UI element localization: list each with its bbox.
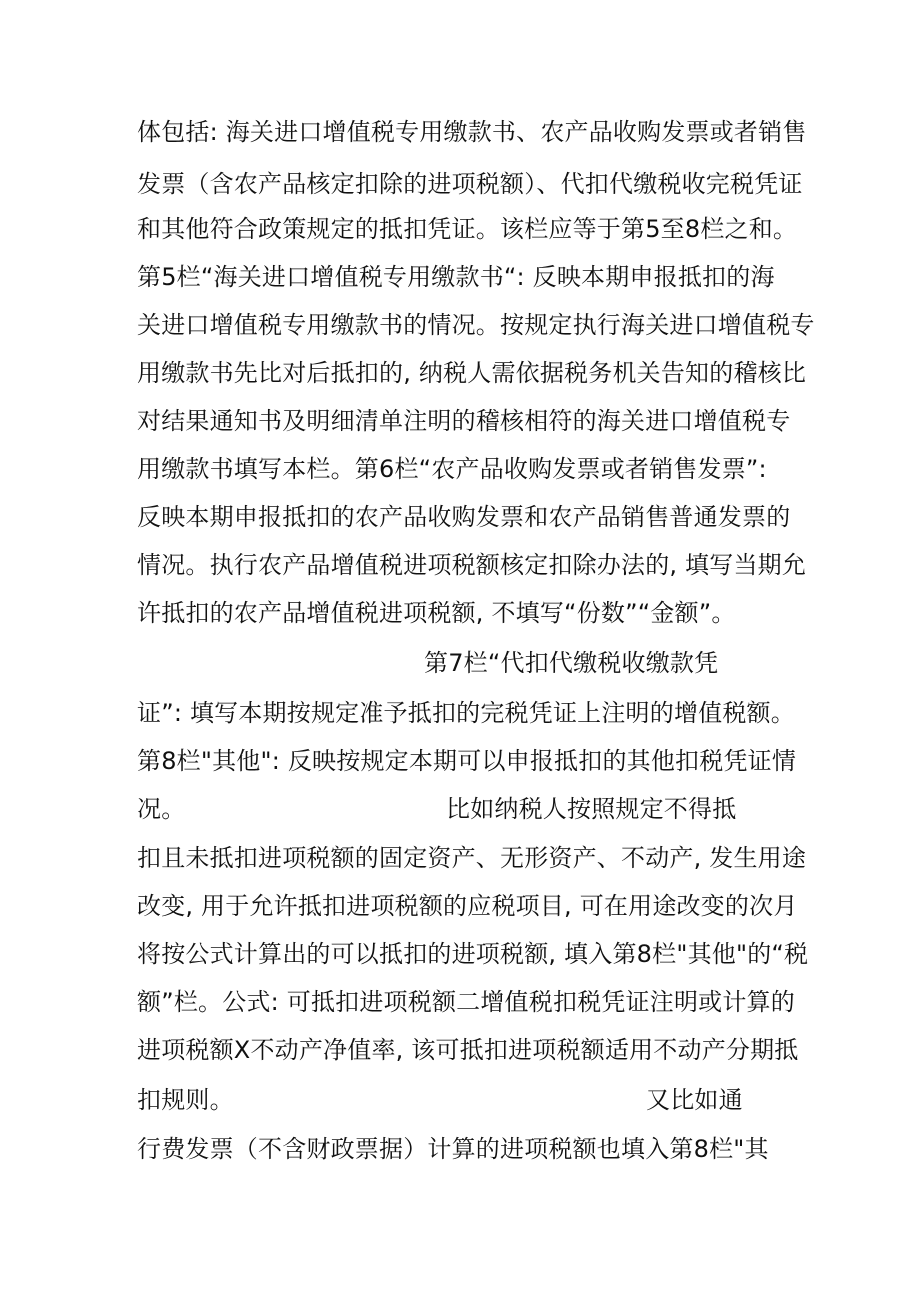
text-line: 情况。执行农产品增值税进项税额核定扣除办法的, 填写当期允 (137, 551, 807, 579)
text-line: 体包括: 海关进口增值税专用缴款书、农产品收购发票或者销售 (137, 118, 807, 146)
text-line: 第7栏“代扣代缴税收缴款凭 (424, 649, 719, 677)
text-line: 发票（含农产品核定扣除的进项税额）、代扣代缴税收完税凭证 (137, 170, 803, 198)
text-line: 第8栏"其他": 反映按规定本期可以申报抵扣的其他扣税凭证情 (137, 747, 797, 775)
text-line: 用缴款书填写本栏。第6栏“农产品收购发票或者销售发票”: (137, 455, 767, 483)
text-line: 改变, 用于允许抵扣进项税额的应税项目, 可在用途改变的次月 (137, 892, 798, 920)
text-line: 况。 (137, 795, 186, 823)
text-line: 许抵扣的农产品增值税进项税额, 不填写“份数”“金额”。 (137, 599, 736, 627)
text-line: 证”: 填写本期按规定准予抵扣的完税凭证上注明的增值税额。 (137, 699, 795, 727)
text-line: 进项税额X不动产净值率, 该可抵扣进项税额适用不动产分期抵 (137, 1036, 799, 1064)
text-line: 行费发票（不含财政票据）计算的进项税额也填入第8栏"其 (137, 1135, 769, 1163)
text-line: 第5栏“海关进口增值税专用缴款书“: 反映本期申报抵扣的海 (137, 263, 775, 291)
text-line: 又比如通 (646, 1086, 743, 1114)
text-line: 反映本期申报抵扣的农产品收购发票和农产品销售普通发票的 (137, 503, 791, 531)
text-line: 额”栏。公式: 可抵扣进项税额二增值税扣税凭证注明或计算的 (137, 988, 795, 1016)
text-line: 对结果通知书及明细清单注明的稽核相符的海关进口增值税专 (137, 407, 791, 435)
text-line: 扣且未抵扣进项税额的固定资产、无形资产、不动产, 发生用途 (137, 844, 807, 872)
text-line: 扣规则。 (137, 1086, 234, 1114)
text-line: 关进口增值税专用缴款书的情况。按规定执行海关进口增值税专 (137, 311, 815, 339)
text-line: 将按公式计算出的可以抵扣的进项税额, 填入第8栏"其他"的“税 (137, 940, 809, 968)
text-line: 比如纳税人按照规定不得抵 (446, 795, 737, 823)
text-line: 和其他符合政策规定的抵扣凭证。该栏应等于第5至8栏之和。 (137, 215, 798, 243)
text-line: 用缴款书先比对后抵扣的, 纳税人需依据税务机关告知的稽核比 (137, 359, 807, 387)
